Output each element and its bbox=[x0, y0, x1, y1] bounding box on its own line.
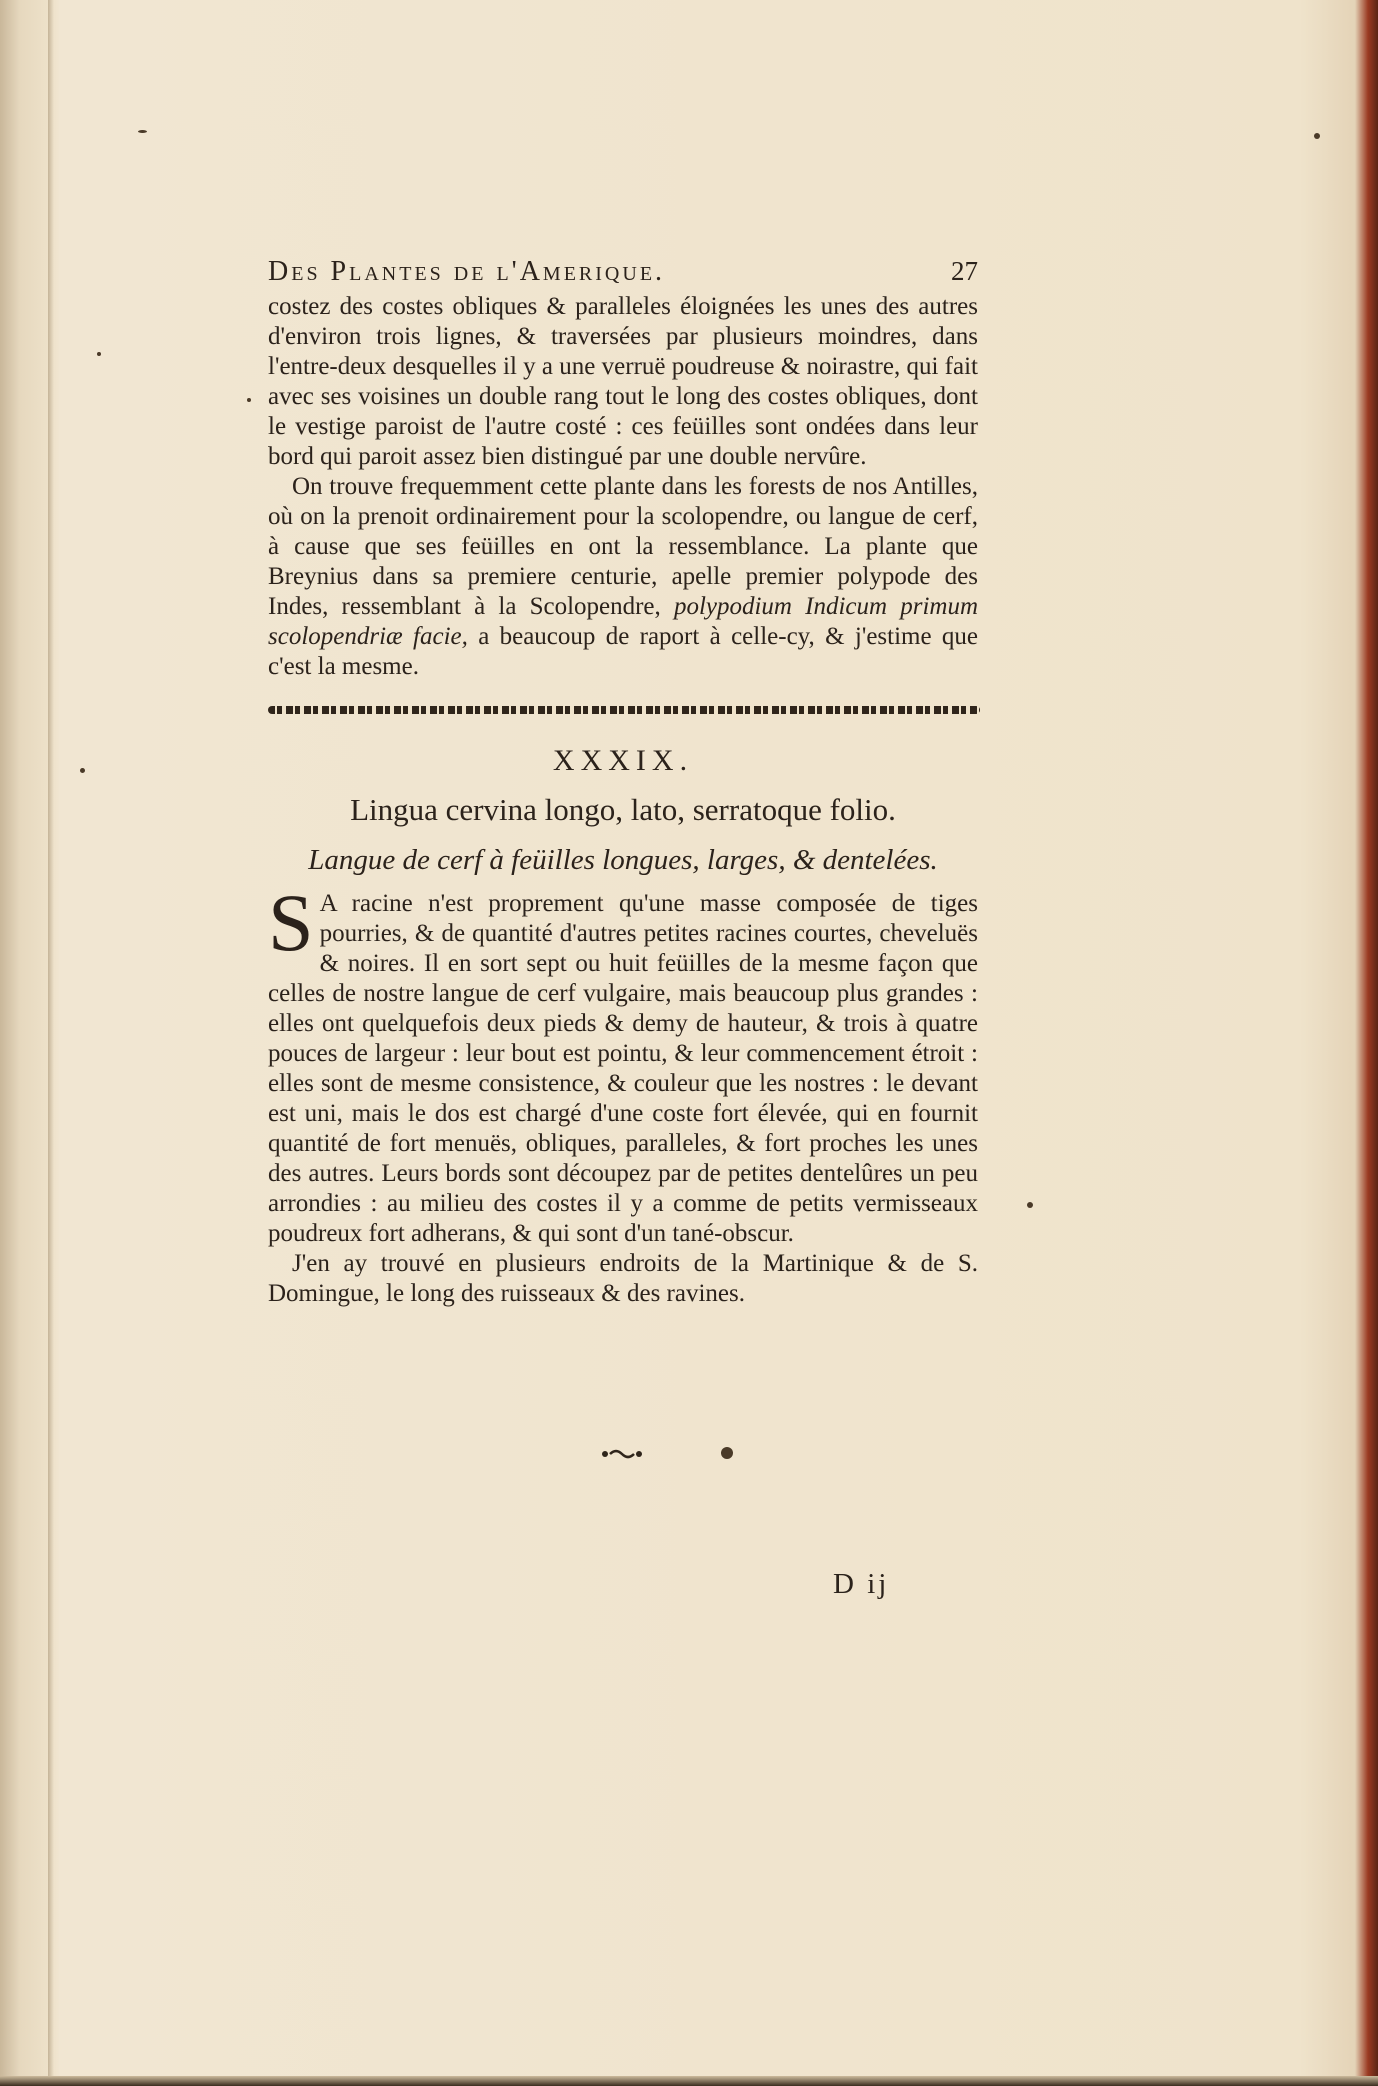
latin-title: Lingua cervina longo, lato, serratoque folio. bbox=[350, 792, 896, 827]
latin-binomial: polypodium Indicum primum scolopendriæ facie, bbox=[268, 593, 978, 650]
ink-speck bbox=[247, 398, 251, 402]
page-bottom-edge bbox=[0, 2076, 1378, 2086]
paragraph-text: A racine n'est proprement qu'une masse composée de tiges pourries, & de quantité d'autres petites racines courtes, cheveluës & noires. Il en sort sept ou huit feüilles de la mesme façon que celles de nostre langue de cerf vulgaire, mais beaucoup plus grandes : elles ont quelquefois deux pieds & demy de hauteur, & trois à quatre pouces de largeur : leur bout est pointu, & leur commencement étroit : elles sont de mesme consistence, & couleur que les nostres : le devant est uni, mais le dos est chargé d'une coste fort élevée, qui en fournit quantité de fort menuës, obliques, paralleles, & fort proches les unes des autres. Leurs bords sont découpez par de petites dentelûres un peu arrondies : au milieu des costes il y a comme de petits vermisseaux poudreux fort adherans, & qui sont d'un tané-obscur. bbox=[268, 890, 978, 1247]
paragraph-text: a beaucoup de raport à celle-cy, & j'estime que c'est la mesme. bbox=[268, 623, 979, 680]
french-title: Langue de cerf à feüilles longues, larges, & dentelées. bbox=[308, 844, 938, 876]
section-number: XXXIX. bbox=[552, 744, 694, 777]
ink-speck bbox=[80, 768, 85, 773]
continuation-paragraph: costez des costes obliques & paralleles éloignées les unes des autres d'environ trois lignes, & traversées par plusieurs moindres, dans l'entre-deux desquelles il y a une verruë poudreuse & noirastre, qui fait avec ses voisines un double rang tout le long des costes obliques, dont le vestige paroist de l'autre costé : ces feüilles sont ondées dans leur bord qui paroit assez bien distingué par une double nervûre. bbox=[268, 293, 978, 470]
tail-ornament bbox=[600, 1448, 644, 1460]
habitat-paragraph: J'en ay trouvé en plusieurs endroits de la Martinique & de S. Domingue, le long des ruisseaux & des ravines. bbox=[268, 1250, 978, 1307]
ink-speck bbox=[1314, 133, 1320, 139]
book-gutter bbox=[48, 0, 54, 2086]
drop-cap: S bbox=[268, 877, 314, 968]
ink-speck bbox=[721, 1447, 733, 1459]
ornament-swirl bbox=[610, 1451, 634, 1457]
running-head-title: Des Plantes de l'Amerique. bbox=[268, 256, 666, 287]
description-paragraph bbox=[268, 877, 978, 1249]
ink-speck bbox=[138, 130, 147, 133]
ink-speck bbox=[1027, 1202, 1033, 1208]
printed-text-block bbox=[268, 256, 978, 1309]
ornament-dot bbox=[636, 1451, 642, 1457]
ornamental-rule bbox=[268, 704, 980, 716]
signature-mark: D ij bbox=[833, 1568, 890, 1600]
ink-speck bbox=[97, 352, 101, 356]
running-head bbox=[268, 256, 978, 292]
page-number: 27 bbox=[951, 256, 978, 286]
paragraph-text: On trouve frequemment cette plante dans les forests de nos Antilles, où on la prenoit ordinairement pour la scolopendre, ou langue de cerf, à cause que ses feüilles en ont la ressemblance. La plante que Breynius dans sa premiere centurie, apelle premier polypode des Indes, ressemblant à la Scolopendre, bbox=[268, 473, 978, 620]
ornament-dot bbox=[602, 1451, 608, 1457]
continuation-paragraph-2 bbox=[268, 472, 978, 682]
